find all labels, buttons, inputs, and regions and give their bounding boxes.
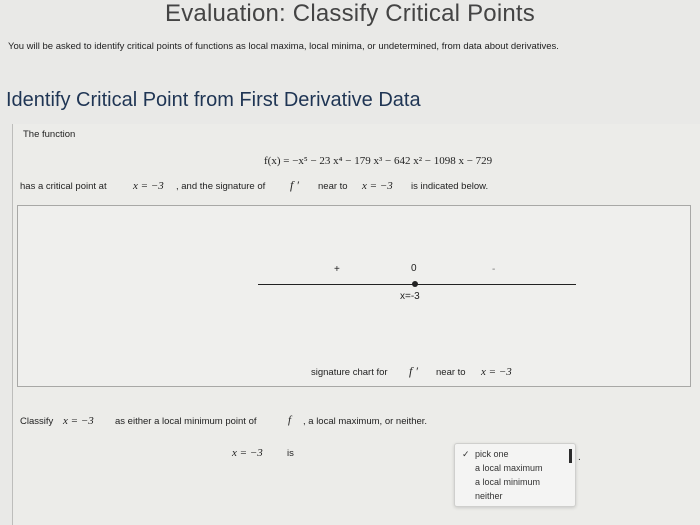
page-title: Evaluation: Classify Critical Points [164, 0, 535, 27]
select-handle [569, 449, 572, 463]
check-icon: ✓ [462, 449, 470, 459]
section-title: Identify Critical Point from First Derivative Data [6, 89, 421, 111]
near-x-value: x = −3 [362, 180, 393, 192]
caption-fprime: f ′ [409, 364, 418, 378]
classify-word: Classify [20, 416, 54, 427]
option-local-maximum[interactable]: a local maximum [475, 463, 543, 473]
indicated-label: is indicated below. [411, 181, 489, 192]
critical-point-dot [412, 281, 418, 287]
has-point-label: has a critical point at [20, 181, 107, 192]
classify-f: f [288, 414, 292, 426]
answer-is: is [287, 448, 294, 459]
signature-chart [17, 205, 691, 387]
point-label: x=-3 [400, 291, 420, 302]
near-to-label: near to [318, 181, 348, 192]
function-formula: f(x) = −x⁵ − 23 x⁴ − 179 x³ − 642 x² − 1098 x − 729 [264, 155, 493, 167]
classification-select[interactable] [454, 443, 576, 507]
minus-sign: - [492, 264, 496, 275]
answer-x: x = −3 [232, 447, 263, 459]
fprime-symbol: f ′ [290, 178, 299, 192]
zero-value: 0 [411, 263, 417, 274]
signature-of-label: , and the signature of [176, 181, 266, 192]
option-neither[interactable]: neither [475, 491, 503, 501]
option-pick-one[interactable]: pick one [475, 449, 509, 459]
critical-x-value: x = −3 [133, 180, 164, 192]
caption-x: x = −3 [481, 366, 512, 378]
the-function-label: The function [23, 129, 76, 140]
trailing-period: . [578, 452, 581, 463]
classify-x: x = −3 [63, 415, 94, 427]
classify-text-1: as either a local minimum point of [115, 416, 257, 427]
option-local-minimum[interactable]: a local minimum [475, 477, 541, 487]
plus-sign: + [334, 264, 340, 275]
caption-prefix: signature chart for [311, 367, 388, 378]
caption-near: near to [436, 367, 466, 378]
classify-text-2: , a local maximum, or neither. [303, 416, 428, 427]
intro-text: You will be asked to identify critical points of functions as local maxima, local minima, or undetermined, from data about derivatives. [8, 41, 559, 52]
